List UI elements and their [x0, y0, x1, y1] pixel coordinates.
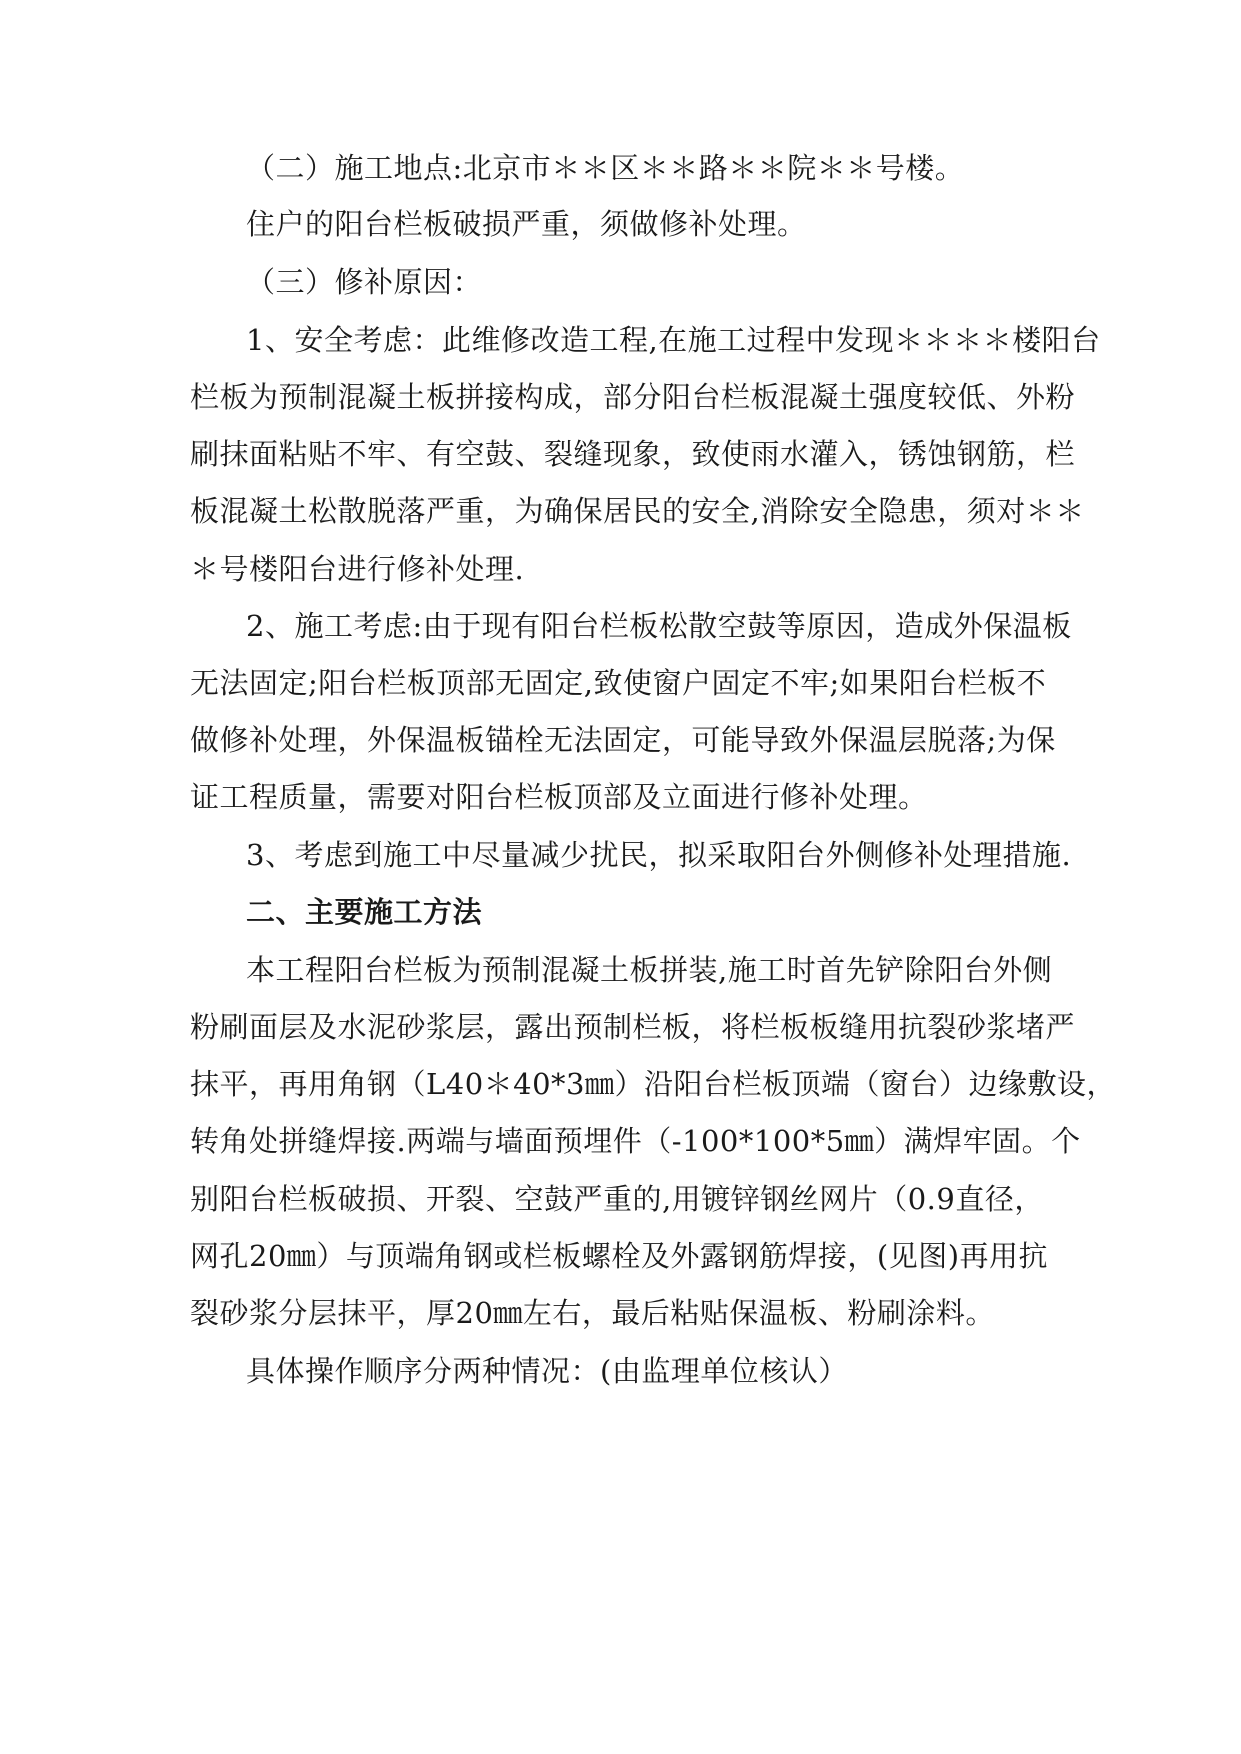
- paragraph-line: 1、安全考虑：此维修改造工程,在施工过程中发现＊＊＊＊楼阳台: [246, 323, 1101, 357]
- paragraph-line: 粉刷面层及水泥砂浆层，露出预制栏板，将栏板板缝用抗裂砂浆堵严: [190, 1010, 1076, 1044]
- paragraph-line: 2、施工考虑:由于现有阳台栏板松散空鼓等原因，造成外保温板: [246, 609, 1072, 643]
- paragraph-line: 栏板为预制混凝土板拼接构成，部分阳台栏板混凝土强度较低、外粉: [190, 380, 1076, 414]
- section-reason-heading: （三）修补原因：: [246, 265, 483, 299]
- paragraph-line: 无法固定;阳台栏板顶部无固定,致使窗户固定不牢;如果阳台栏板不: [190, 666, 1047, 700]
- paragraph-line: 抹平，再用角钢（L40＊40*3㎜）沿阳台栏板顶端（窗台）边缘敷设，: [190, 1067, 1117, 1101]
- paragraph-line: 网孔20㎜）与顶端角钢或栏板螺栓及外露钢筋焊接，(见图)再用抗: [190, 1239, 1049, 1273]
- paragraph-line: 3、考虑到施工中尽量减少扰民，拟采取阳台外侧修补处理措施.: [246, 838, 1072, 872]
- paragraph-line: 裂砂浆分层抹平，厚20㎜左右，最后粘贴保温板、粉刷涂料。: [190, 1296, 995, 1330]
- paragraph-line: 具体操作顺序分两种情况：(由监理单位核认）: [246, 1354, 848, 1388]
- section-location-line: （二）施工地点:北京市＊＊区＊＊路＊＊院＊＊号楼。: [246, 151, 965, 185]
- paragraph-line: 别阳台栏板破损、开裂、空鼓严重的,用镀锌钢丝网片（0.9直径，: [190, 1182, 1044, 1216]
- paragraph-line: 证工程质量，需要对阳台栏板顶部及立面进行修补处理。: [190, 780, 928, 814]
- paragraph-line: 本工程阳台栏板为预制混凝土板拼装,施工时首先铲除阳台外侧: [246, 953, 1053, 987]
- paragraph-line: 刷抹面粘贴不牢、有空鼓、裂缝现象，致使雨水灌入，锈蚀钢筋，栏: [190, 437, 1076, 471]
- paragraph-line: ＊号楼阳台进行修补处理.: [190, 552, 525, 586]
- paragraph-line: 转角处拼缝焊接.两端与墙面预埋件（-100*100*5㎜）满焊牢固。个: [190, 1124, 1081, 1158]
- section-heading: 二、主要施工方法: [246, 895, 483, 929]
- paragraph-line: 板混凝土松散脱落严重，为确保居民的安全,消除安全隐患，须对＊＊: [190, 494, 1085, 528]
- paragraph-line: 做修补处理，外保温板锚栓无法固定，可能导致外保温层脱落;为保: [190, 723, 1056, 757]
- paragraph-line: 住户的阳台栏板破损严重，须做修补处理。: [246, 207, 807, 241]
